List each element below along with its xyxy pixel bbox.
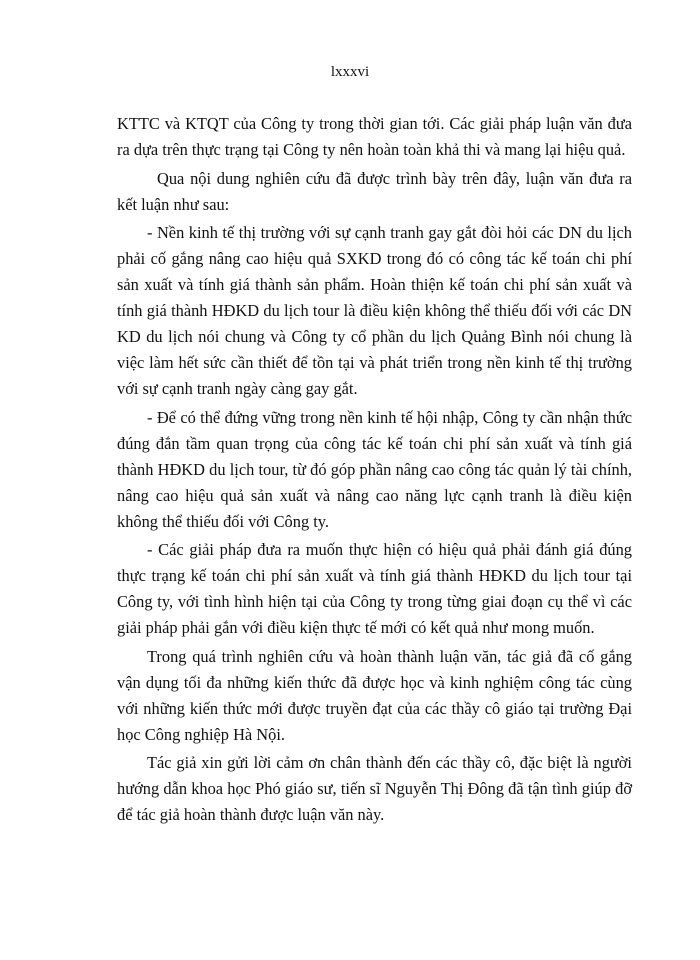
paragraph-conclusion-intro: Qua nội dung nghiên cứu đã được trình bày trên đây, luận văn đưa ra kết luận như sau: [117,168,632,214]
paragraph-acknowledgement: Tác giả xin gửi lời cảm ơn chân thành đến các thầy cô, đặc biệt là người hướng dẫn khoa học Phó giáo sư, tiến sĩ Nguyễn Thị Đông đã tận tình giúp đỡ để tác giả hoàn thành được luận văn này. [117,753,632,824]
page-number: lxxxvi [330,64,370,80]
paragraph-bullet-solutions: - Các giải pháp đưa ra muốn thực hiện có hiệu quả phải đánh giá đúng thực trạng kế toán chi phí sản xuất và tính giá thành HĐKD du lịch tour tại Công ty, với tình hình hiện tại của Công ty trong từng giai đoạn cụ thể vì các giải pháp phải gắn với điều kiện thực tế mới có kết quả như mong muốn. [117,540,632,637]
body-text [117,111,632,828]
paragraph-bullet-market: - Nền kinh tế thị trường với sự cạnh tranh gay gắt đòi hỏi các DN du lịch phải cố gắng nâng cao hiệu quả SXKD trong đó có công tác kế toán chi phí sản xuất và tính giá thành sản phẩm. Hoàn thiện kế toán chi phí sản xuất và tính giá thành HĐKD du lịch tour là điều kiện không thể thiếu đối với các DN KD du lịch nói chung và Công ty cổ phần du lịch Quảng Bình nói chung là việc làm hết sức cần thiết để tồn tại và phát triển trong nền kinh tế thị trường với sự cạnh tranh ngày càng gay gắt. [117,223,632,398]
paragraph-bullet-integration: - Để có thể đứng vững trong nền kinh tế hội nhập, Công ty cần nhận thức đúng đắn tầm quan trọng của công tác kế toán chi phí sản xuất và tính giá thành HĐKD du lịch tour, từ đó góp phần nâng cao công tác quản lý tài chính, nâng cao hiệu quả sản xuất và nâng cao năng lực cạnh tranh là điều kiện không thể thiếu đối với Công ty. [117,407,632,531]
paragraph-research-effort: Trong quá trình nghiên cứu và hoàn thành luận văn, tác giả đã cố gắng vận dụng tối đa những kiến thức đã được học và kinh nghiệm công tác cùng với những kiến thức mới được truyền đạt của các thầy cô giáo tại trường Đại học Công nghiệp Hà Nội. [117,646,632,744]
paragraph-continuation: KTTC và KTQT của Công ty trong thời gian tới. Các giải pháp luận văn đưa ra dựa trên thực trạng tại Công ty nên hoàn toàn khả thi và mang lại hiệu quả. [117,114,632,159]
